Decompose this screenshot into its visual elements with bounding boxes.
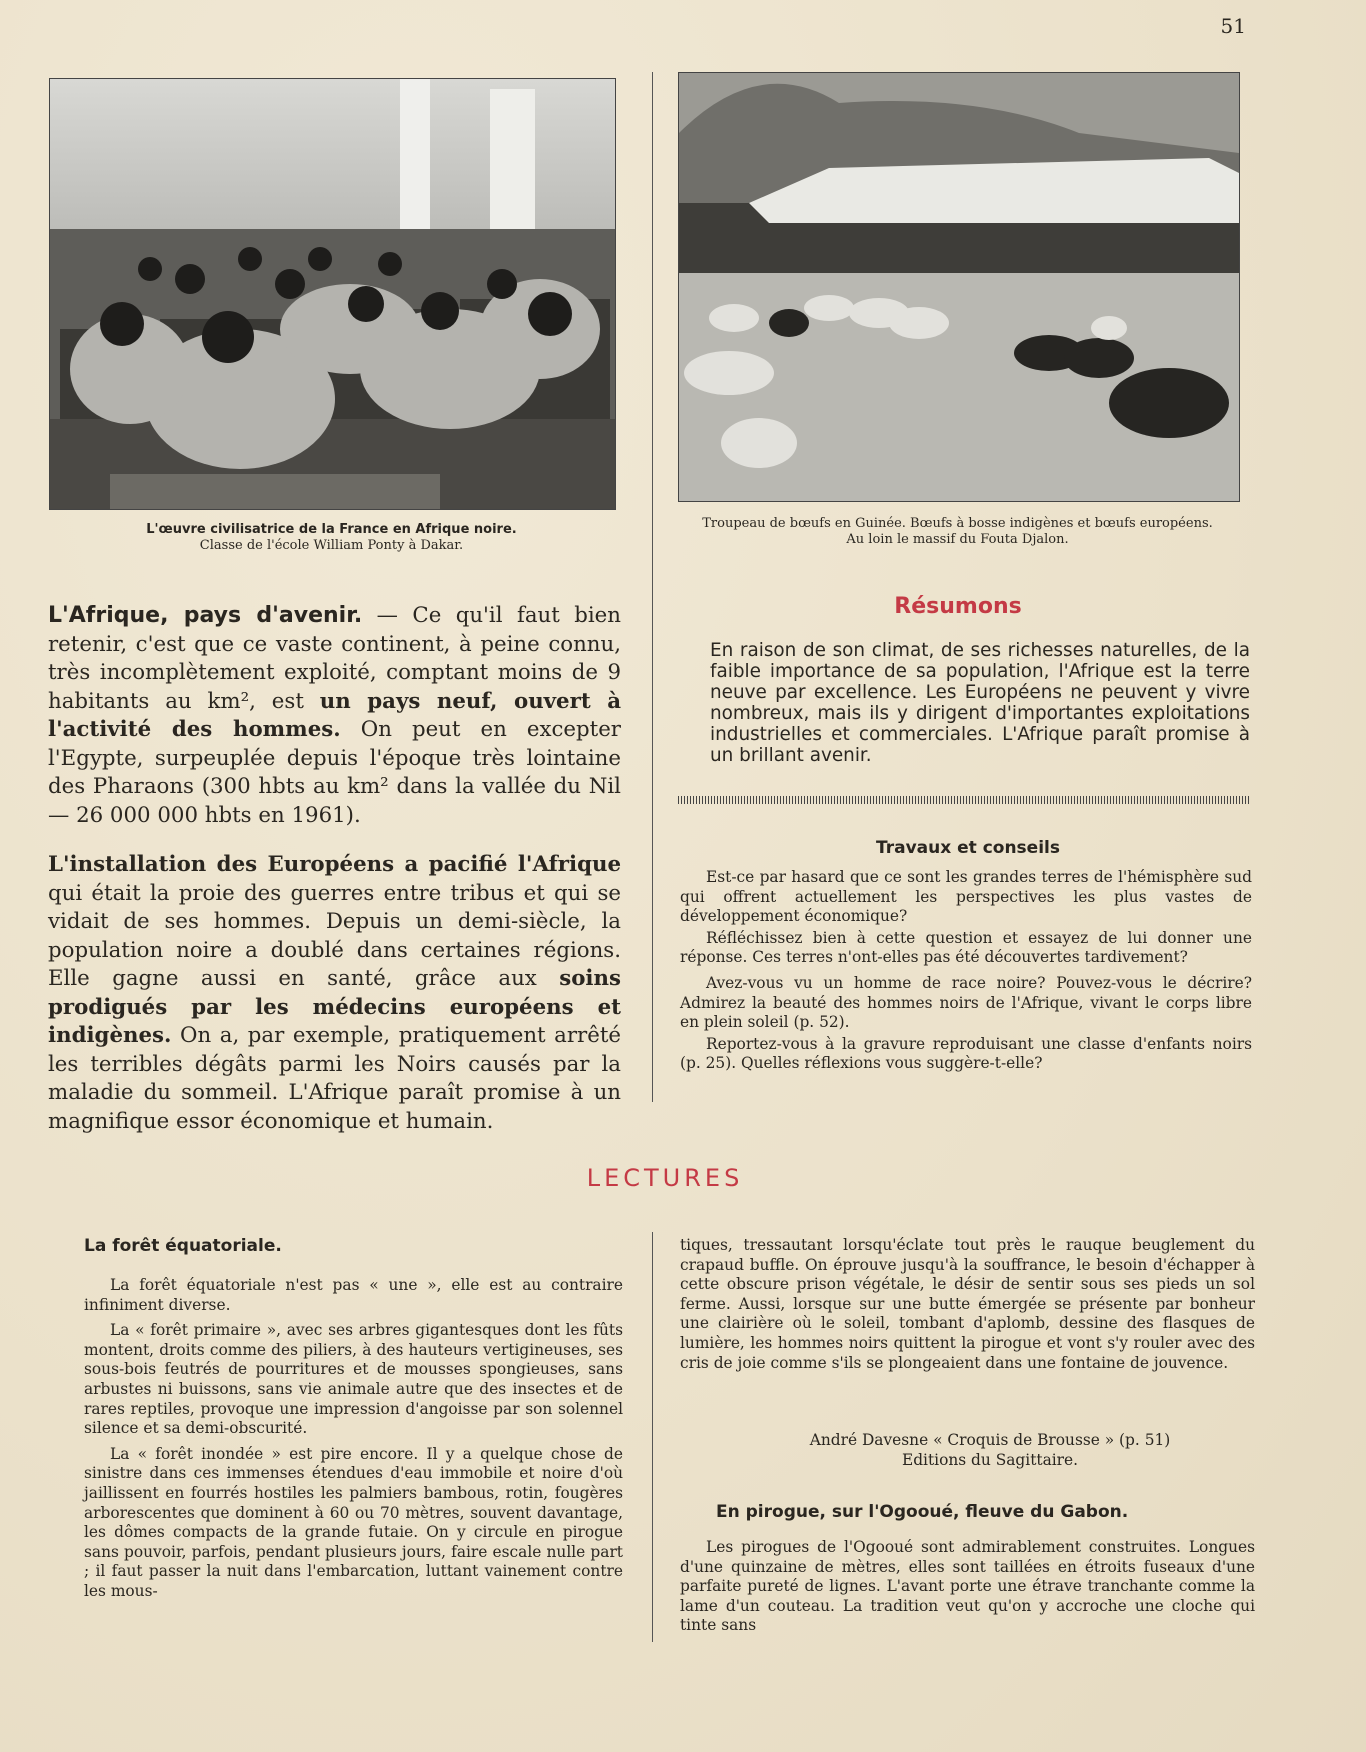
paragraph-text: On peut en excepter l'Egypte, surpeuplée depuis l'époque très lointaine des Pharaons (300 hbts au km² dans la vallée du Nil — 26 000 000 hbts en 1961).: [48, 717, 621, 828]
pirogue-text: [680, 1538, 1255, 1638]
column-divider-bottom: [652, 1232, 653, 1642]
travaux-paragraph: Avez-vous vu un homme de race noire? Pouvez-vous le décrire? Admirez la beauté des hommes noirs de l'Afrique, vivant le corps libre en plein soleil (p. 52).: [680, 973, 1252, 1032]
lectures-title: LECTURES: [586, 1164, 744, 1192]
travaux-paragraph: Est-ce par hasard que ce sont les grandes terres de l'hémisphère sud qui offrent actuellement les perspectives les plus vastes de développement économique?: [680, 868, 1252, 926]
travaux-text: [680, 868, 1252, 1076]
photo-left-caption-title: L'œuvre civilisatrice de la France en Afrique noire.: [146, 522, 517, 537]
foret-paragraph: La « forêt inondée » est pire encore. Il y a quelque chose de sinistre dans ces immenses étendues d'eau immobile et noire d'où jaillissent en fourrés hostiles les palmiers bambous, rotin, fougères arborescentes que dominent à 60 ou 70 mètres, souvent davantage, les dômes compacts de la grande futaie. On y circule en pirogue sans pouvoir, parfois, pendant plusieurs jours, faire escale nulle part ; il faut passer la nuit dans l'embarcation, luttant vainement contre les mous-: [84, 1444, 623, 1600]
photo-right-caption-line1: Troupeau de bœufs en Guinée. Bœufs à bosse indigènes et bœufs européens.: [702, 516, 1213, 531]
pirogue-title: En pirogue, sur l'Ogooué, fleuve du Gabon.: [716, 1502, 1129, 1522]
left-column-text: [48, 602, 621, 1157]
paragraph-heading: L'Afrique, pays d'avenir.: [48, 603, 363, 628]
paragraph-text: — Ce qu'il faut bien retenir, c'est que ce vaste continent, à peine connu, très incomplètement exploité, comptant moins de 9 habitants au km², est: [48, 603, 621, 714]
paragraph-installation: [48, 851, 621, 1136]
photo-left-caption: [49, 522, 614, 554]
foret-text-continued: [680, 1236, 1255, 1375]
foret-title: La forêt équatoriale.: [84, 1236, 282, 1256]
photo-right-caption: [660, 516, 1255, 548]
paragraph-text: On a, par exemple, pratiquement arrêté les terribles dégâts parmi les Noirs causés par la maladie du sommeil. L'Afrique paraît promise à un magnifique essor économique et humain.: [48, 1023, 621, 1134]
photo-left-caption-subtitle: Classe de l'école William Ponty à Dakar.: [199, 538, 464, 553]
resumons-title: Résumons: [894, 594, 1022, 619]
foret-paragraph: La « forêt primaire », avec ses arbres gigantesques dont les fûts montent, droits comme des piliers, à des hauteurs vertigineuses, ses sous-bois feutrés de pourritures et de mousses spongieuses, sans arbustes ni buissons, sans vie animale autre que des insectes et de rares reptiles, provoque une impression d'angoisse par son solennel silence et sa demi-obscurité.: [84, 1321, 623, 1438]
paragraph-bold: L'installation des Européens a pacifié l'Afrique: [48, 852, 621, 877]
foret-paragraph: tiques, tressautant lorsqu'éclate tout près le rauque beuglement du crapaud buffle. On éprouve jusqu'à la souffrance, le besoin d'échapper à cette obscure prison végétale, le désir de sentir sous ses pieds un sol ferme. Aussi, lorsque sur une butte émergée se présente par bonheur une clairière où le soleil, tombant d'aplomb, dessine des flasques de lumière, les hommes noirs quittent la pirogue et vont s'y rouler avec des cris de joie comme s'ils se plongeaient dans une fontaine de jouvence.: [680, 1236, 1255, 1372]
resumons-text: En raison de son climat, de ses richesses naturelles, de la faible importance de sa population, l'Afrique est la terre neuve par excellence. Les Européens ne peuvent y vivre nombreux, mais ils y dirigent d'importantes exploitations industrielles et commerciales. L'Afrique paraît promise à un brillant avenir.: [710, 640, 1250, 766]
photo-right-caption-line2: Au loin le massif du Fouta Djalon.: [846, 532, 1069, 547]
classroom-photo: [49, 78, 616, 510]
paragraph-bold: un pays neuf, ouvert à l'activité des hommes.: [48, 688, 621, 742]
paragraph-text: qui était la proie des guerres entre tribus et qui se vidait de ses hommes. Depuis un demi-siècle, la population noire a doublé dans certaines régions. Elle gagne aussi en santé, grâce aux: [48, 880, 621, 991]
cattle-photo: [678, 72, 1240, 502]
pirogue-paragraph: Les pirogues de l'Ogooué sont admirablement construites. Longues d'une quinzaine de mètres, elles sont taillées en étroits fuseaux d'une parfaite pureté de lignes. L'avant porte une étrave tranchante comme la lame d'un couteau. La tradition veut qu'on y accroche une cloche qui tinte sans: [680, 1538, 1255, 1635]
foret-paragraph: La forêt équatoriale n'est pas « une », elle est au contraire infiniment diverse.: [84, 1276, 623, 1314]
foret-text: [84, 1276, 623, 1604]
travaux-paragraph: Réfléchissez bien à cette question et essayez de lui donner une réponse. Ces terres n'ont-elles pas été découvertes tardivement?: [680, 928, 1252, 967]
paragraph-afrique-avenir: [48, 602, 621, 830]
foret-credit: [760, 1430, 1220, 1470]
travaux-paragraph: Reportez-vous à la gravure reproduisant une classe d'enfants noirs (p. 25). Quelles réflexions vous suggère-t-elle?: [680, 1034, 1252, 1073]
dotted-divider: [678, 796, 1250, 804]
paragraph-bold: soins prodigués par les médecins européens et indigènes.: [48, 966, 621, 1048]
credit-author: André Davesne « Croquis de Brousse » (p. 51): [809, 1431, 1171, 1449]
travaux-title: Travaux et conseils: [876, 838, 1060, 858]
column-divider-top: [652, 72, 653, 1102]
credit-publisher: Editions du Sagittaire.: [901, 1451, 1079, 1469]
page-number: 51: [1220, 14, 1246, 38]
